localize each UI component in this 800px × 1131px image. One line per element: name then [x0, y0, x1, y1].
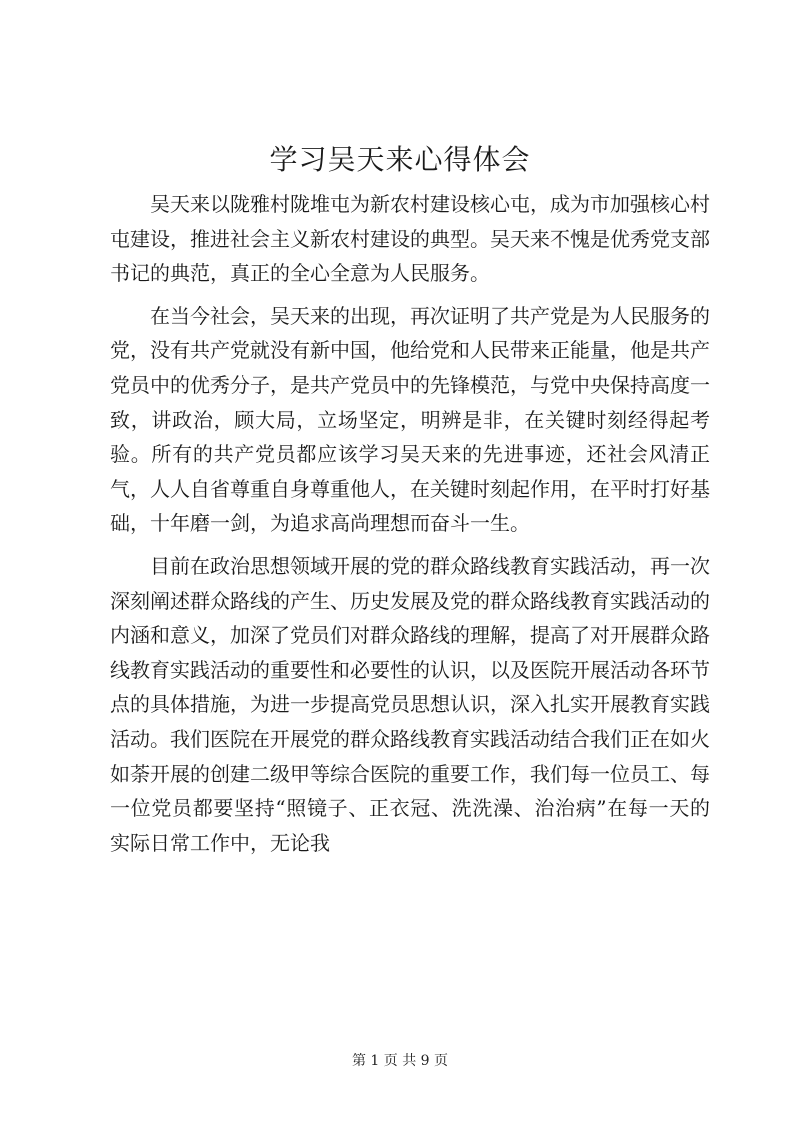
paragraph: 在当今社会，吴天来的出现，再次证明了共产党是为人民服务的党，没有共产党就没有新中国，他给党和人民带来正能量，他是共产党员中的优秀分子，是共产党员中的先锋模范，与党中央保持高度一致，讲政治，顾大局，立场坚定，明辨是非，在关键时刻经得起考验。所有的共产党员都应该学习吴天来的先进事迹，还社会风清正气，人人自省尊重自身尊重他人，在关键时刻起作用，在平时打好基础，十年磨一剑，为追求高尚理想而奋斗一生。	[110, 303, 710, 536]
document-title: 学习吴天来心得体会	[269, 143, 531, 176]
paragraph: 吴天来以陇雅村陇堆屯为新农村建设核心屯，成为市加强核心村屯建设，推进社会主义新农村建设的典型。吴天来不愧是优秀党支部书记的典范，真正的全心全意为人民服务。	[110, 192, 710, 286]
paragraph: 目前在政治思想领域开展的党的群众路线教育实践活动，再一次深刻阐述群众路线的产生、历史发展及党的群众路线教育实践活动的内涵和意义，加深了党员们对群众路线的理解，提高了对开展群众路线教育实践活动的重要性和必要性的认识，以及医院开展活动各环节点的具体措施，为进一步提高党员思想认识，深入扎实开展教育实践活动。我们医院在开展党的群众路线教育实践活动结合我们正在如火如荼开展的创建二级甲等综合医院的重要工作，我们每一位员工、每一位党员都要坚持“照镜子、正衣冠、洗洗澡、治治病”在每一天的实际日常工作中，无论我	[110, 553, 710, 855]
document-body	[110, 187, 710, 860]
page-number-footer: 第 1 页 共 9 页	[351, 1053, 449, 1069]
